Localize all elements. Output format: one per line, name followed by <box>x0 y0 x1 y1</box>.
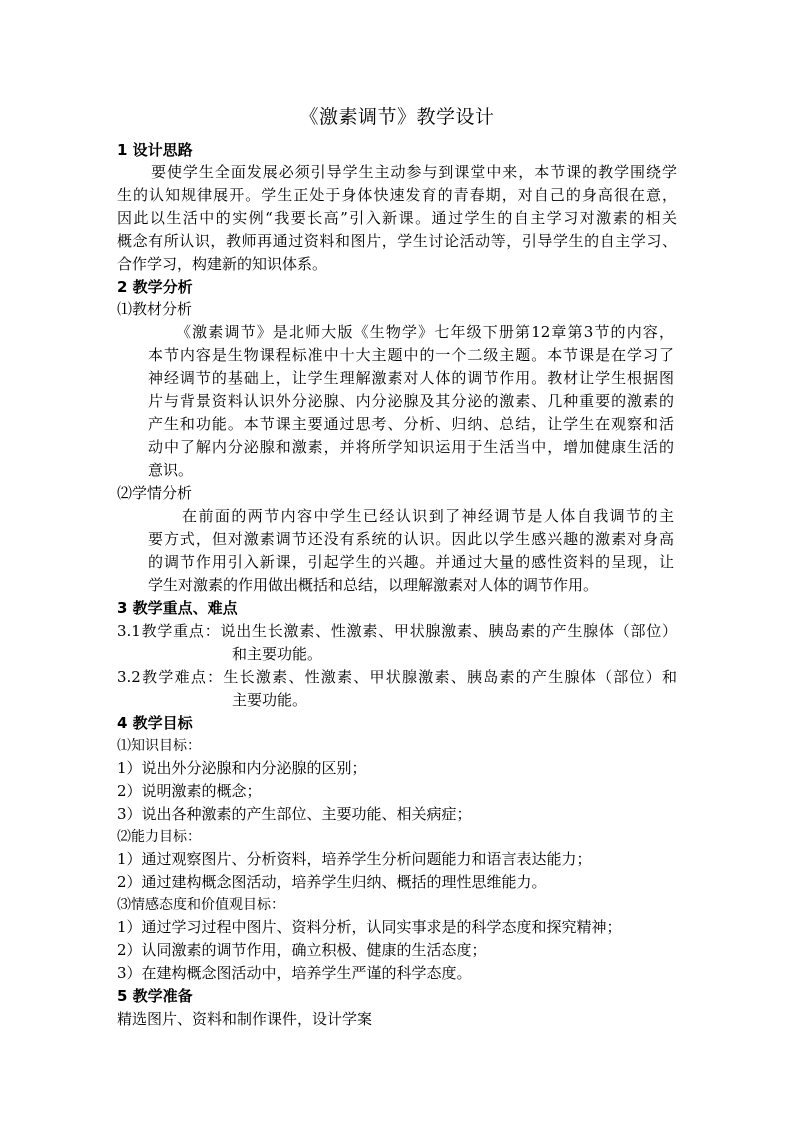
section-3-heading: 3 教学重点、难点 <box>117 599 238 617</box>
s1-line-3: 因此以生活中的实例“我要长高”引入新课。通过学生的自主学习对激素的相关 <box>117 209 677 227</box>
s2-sub2-line-2: 要方式，但对激素调节还没有系统的认识。因此以学生感兴趣的激素对身高 <box>148 530 674 548</box>
s3-item-1-line-2: 和主要功能。 <box>232 645 323 663</box>
section-5-heading: 5 教学准备 <box>117 987 193 1005</box>
s4-attitude-item-3: 3）在建构概念图活动中，培养学生严谨的科学态度。 <box>117 964 472 982</box>
s2-sub1-line-4: 片与背景资料认识外分泌腺、内分泌腺及其分泌的激素、几种重要的激素的 <box>148 392 674 410</box>
s5-line-1: 精选图片、资料和制作课件，设计学案 <box>117 1010 373 1028</box>
s3-item-2-line-1: 3.2教学难点：生长激素、性激素、甲状腺激素、胰岛素的产生腺体（部位）和 <box>117 668 677 686</box>
s3-item-2-line-2: 主要功能。 <box>232 691 308 709</box>
s4-knowledge-item-3: 3）说出各种激素的产生部位、主要功能、相关病症； <box>117 805 472 823</box>
s1-line-1: 要使学生全面发展必须引导学生主动参与到课堂中来，本节课的教学围绕学 <box>151 163 677 181</box>
s2-sub-2-heading: ⑵学情分析 <box>117 484 193 502</box>
s2-sub1-line-1: 《激素调节》是北师大版《生物学》七年级下册第12章第3节的内容， <box>176 323 674 341</box>
s3-item-1-line-1: 3.1教学重点：说出生长激素、性激素、甲状腺激素、胰岛素的产生腺体（部位） <box>117 622 677 640</box>
section-2-heading: 2 教学分析 <box>117 278 193 296</box>
s2-sub1-line-5: 产生和功能。本节课主要通过思考、分析、归纳、总结，让学生在观察和活 <box>148 415 674 433</box>
s2-sub1-line-6: 动中了解内分泌腺和激素，并将所学知识运用于生活当中，增加健康生活的 <box>148 438 674 456</box>
s4-ability-heading: ⑵能力目标： <box>117 829 201 845</box>
s4-knowledge-item-2: 2）说明激素的概念； <box>117 782 262 800</box>
s1-line-2: 生的认知规律展开。学生正处于身体快速发育的青春期，对自己的身高很在意， <box>117 186 677 204</box>
s1-line-4: 概念有所认识，教师再通过资料和图片，学生讨论活动等，引导学生的自主学习、 <box>117 232 677 250</box>
s4-attitude-heading: ⑶情感态度和价值观目标： <box>117 897 285 913</box>
s4-attitude-item-1: 1）通过学习过程中图片、资料分析，认同实事求是的科学态度和探究精神； <box>117 918 622 936</box>
s4-ability-item-2: 2）通过建构概念图活动，培养学生归纳、概括的理性思维能力。 <box>117 873 547 891</box>
s2-sub2-line-1: 在前面的两节内容中学生已经认识到了神经调节是人体自我调节的主 <box>182 507 674 525</box>
s2-sub1-line-7: 意识。 <box>148 461 194 479</box>
document-title: 《激素调节》教学设计 <box>299 106 495 128</box>
s4-attitude-item-2: 2）认同激素的调节作用，确立积极、健康的生活态度； <box>117 941 487 959</box>
s4-ability-item-1: 1）通过观察图片、分析资料，培养学生分析问题能力和语言表达能力； <box>117 850 592 868</box>
s1-line-5: 合作学习，构建新的知识体系。 <box>117 255 328 273</box>
s2-sub1-line-3: 神经调节的基础上，让学生理解激素对人体的调节作用。教材让学生根据图 <box>148 369 674 387</box>
s2-sub1-line-2: 本节内容是生物课程标准中十大主题中的一个二级主题。本节课是在学习了 <box>148 346 674 364</box>
s4-knowledge-item-1: 1）说出外分泌腺和内分泌腺的区别； <box>117 759 367 777</box>
section-1-heading: 1 设计思路 <box>117 141 193 159</box>
s2-sub-1-heading: ⑴教材分析 <box>117 300 193 318</box>
s2-sub2-line-3: 的调节作用引入新课，引起学生的兴趣。并通过大量的感性资料的呈现，让 <box>148 553 674 571</box>
section-4-heading: 4 教学目标 <box>117 714 193 732</box>
s2-sub2-line-4: 学生对激素的作用做出概括和总结，以理解激素对人体的调节作用。 <box>148 576 599 594</box>
s4-knowledge-heading: ⑴知识目标： <box>117 738 201 754</box>
